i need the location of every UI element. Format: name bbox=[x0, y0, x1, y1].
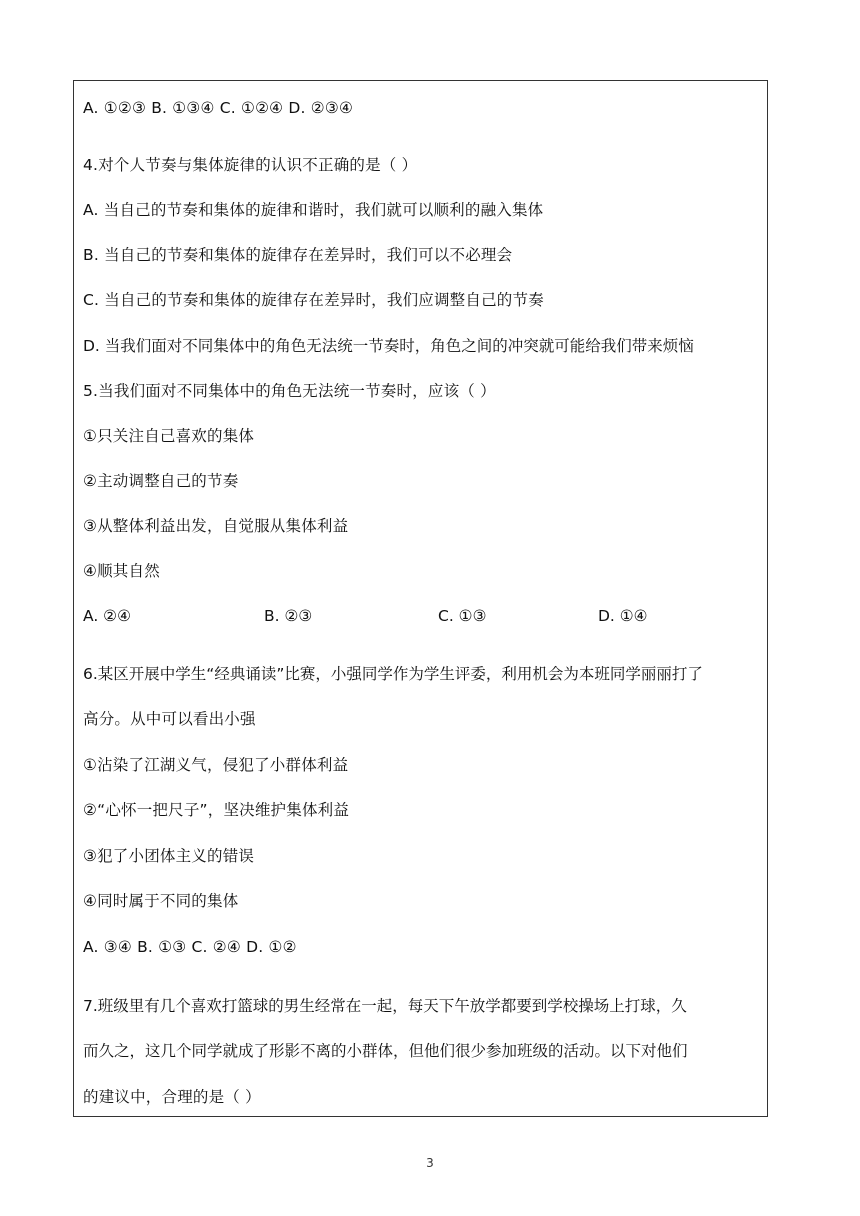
q7-stem-line3: 的建议中，合理的是（ ） bbox=[83, 1088, 261, 1106]
q5-option-d: D. ①④ bbox=[598, 607, 648, 625]
q6-item-3: ③犯了小团体主义的错误 bbox=[83, 847, 255, 865]
q6-item-4: ④同时属于不同的集体 bbox=[83, 892, 239, 910]
q5-option-a: A. ②④ bbox=[83, 607, 131, 625]
q3-options: A. ①②③ B. ①③④ C. ①②④ D. ②③④ bbox=[83, 99, 354, 117]
q4-stem: 4.对个人节奏与集体旋律的认识不正确的是（ ） bbox=[83, 156, 418, 174]
q5-option-c: C. ①③ bbox=[438, 607, 487, 625]
q5-item-1: ①只关注自己喜欢的集体 bbox=[83, 427, 255, 445]
q5-item-2: ②主动调整自己的节奏 bbox=[83, 472, 239, 490]
q6-item-2: ②“心怀一把尺子”，坚决维护集体利益 bbox=[83, 801, 350, 819]
q4-option-c: C. 当自己的节奏和集体的旋律存在差异时，我们应调整自己的节奏 bbox=[83, 291, 544, 309]
q5-item-3: ③从整体利益出发，自觉服从集体利益 bbox=[83, 517, 349, 535]
q4-option-b: B. 当自己的节奏和集体的旋律存在差异时，我们可以不必理会 bbox=[83, 246, 513, 264]
page-number: 3 bbox=[426, 1156, 434, 1170]
q6-options: A. ③④ B. ①③ C. ②④ D. ①② bbox=[83, 938, 297, 956]
q5-option-b: B. ②③ bbox=[264, 607, 313, 625]
q4-option-d: D. 当我们面对不同集体中的角色无法统一节奏时，角色之间的冲突就可能给我们带来烦恼 bbox=[83, 337, 694, 355]
q5-stem: 5.当我们面对不同集体中的角色无法统一节奏时，应该（ ） bbox=[83, 382, 496, 400]
q7-stem-line2: 而久之，这几个同学就成了形影不离的小群体，但他们很少参加班级的活动。以下对他们 bbox=[83, 1042, 688, 1060]
q6-item-1: ①沾染了江湖义气，侵犯了小群体利益 bbox=[83, 756, 349, 774]
q5-item-4: ④顺其自然 bbox=[83, 562, 160, 580]
content-frame bbox=[73, 80, 768, 1117]
q4-option-a: A. 当自己的节奏和集体的旋律和谐时，我们就可以顺利的融入集体 bbox=[83, 201, 544, 219]
q7-stem-line1: 7.班级里有几个喜欢打篮球的男生经常在一起，每天下午放学都要到学校操场上打球，久 bbox=[83, 997, 687, 1015]
q6-stem-line1: 6.某区开展中学生“经典诵读”比赛，小强同学作为学生评委，利用机会为本班同学丽丽打了 bbox=[83, 665, 703, 683]
q6-stem-line2: 高分。从中可以看出小强 bbox=[83, 710, 256, 728]
